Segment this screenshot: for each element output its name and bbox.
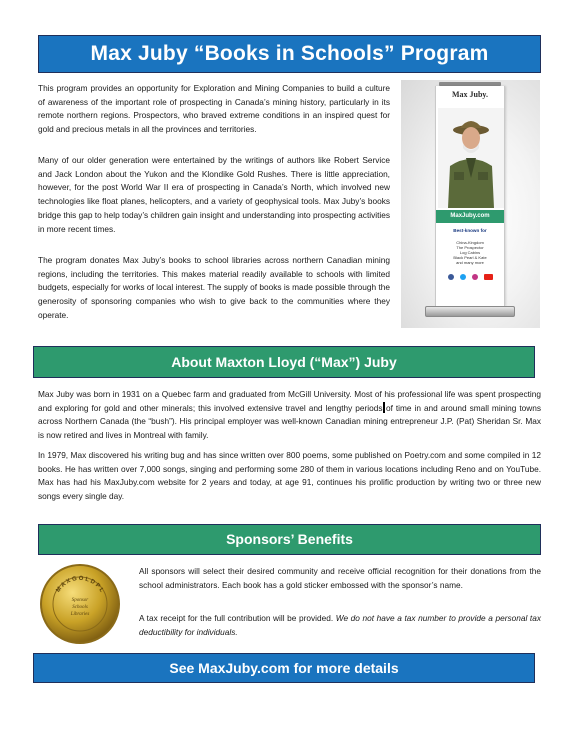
seal-line-1: Sponsor [71,598,89,603]
author-portrait-image [438,108,504,208]
social-icons [436,274,504,280]
bio-paragraph-1 [38,388,541,443]
seal-line-2: Schools [72,605,88,610]
page-title: Max Juby “Books in Schools” Program [38,35,541,73]
roll-up-banner [435,86,505,306]
gold-seal-icon [38,563,122,645]
tax-receipt-text: A tax receipt for the full contribution will be provided. [139,613,336,623]
bio-text-part-1: Max Juby was born in 1931 on a Quebec farm and graduated from McGill University. Most of his professional life was spent prospecting and exploring for gold and other minerals; this involved extensive travel and lengthy periods [38,389,541,413]
banner-best-known: Best-known for [453,228,487,233]
banner-book-list: China-Kingdom The Prospector Log Cabins Black Pearl & Kate and many more [453,240,487,265]
banner-website: MaxJuby.com [436,210,504,223]
stand-base [425,306,515,317]
seal-top-text: M A X G O L D P L [55,575,105,594]
youtube-icon [484,274,493,280]
banner-logo: Max Juby. [451,90,488,99]
intro-paragraph-1: This program provides an opportunity for Exploration and Mining Companies to build a culture of awareness of the important role of prospecting in Canada’s mining history, particularly in its remote northern regions. Prospectors, who braved extreme conditions in an inspired quest for gold and precious metals in all the provinces and territories. [38,83,390,135]
tax-disclaimer-text: We do not have a tax number to provide a personal tax deductibility for individuals. [139,613,541,637]
website-link-banner[interactable]: See MaxJuby.com for more details [33,653,535,683]
sponsor-benefit-paragraph-2 [139,612,541,639]
intro-paragraph-2: Many of our older generation were entertained by the writings of authors like Robert Service and Jack London about the Yukon and the Klondike Gold Rushes. There is little appreciation, however, for the post World War II era of prospecting in Canada’s North, which involved new technologies like float planes, helicopters, and a variety of geophysical tools. Max Juby’s books bridge this gap to help today’s children gain insight and understanding into prospecting activities in more recent times. [38,155,390,234]
intro-paragraph-3: The program donates Max Juby’s books to school libraries across northern Canadian mining regions, including the territories. This makes material readily available to schools with limited budgets, especially for works of local interest. The supply of books is made possible through the generosity of sponsoring companies who wish to give back to the communities where they operate. [38,255,390,320]
sponsors-heading: Sponsors’ Benefits [38,524,541,555]
seal-line-3: Libraries [70,612,90,617]
bio-text-part-2: of time in and around small mining towns across Northern Canada (the “bush”). His principal employer was well-known Canadian mining entrepreneur J.P. (Pat) Sheridan Sr. Max is now retired and lives in Montreal with family. [38,402,541,441]
bio-paragraph-2: In 1979, Max discovered his writing bug and has since written over 800 poems, some published on Poetry.com and some compiled in 12 books. He has written over 7,000 songs, singing and performing some 280 of them in various locations including Reno and on YouTube. Max has had his MaxJuby.com website for 2 years and today, at age 91, continues his prolific production by writing two or three new songs every single day. [38,450,541,502]
twitter-icon [460,274,466,280]
text-cursor [383,402,385,413]
about-heading: About Maxton Lloyd (“Max”) Juby [33,346,535,378]
banner-stand-photo [401,80,540,328]
facebook-icon [448,274,454,280]
instagram-icon [472,274,478,280]
sponsor-benefit-paragraph-1: All sponsors will select their desired community and receive official recognition for their donations from the school administrators. Each book has a gold sticker embossed with the sponsor’s name. [139,566,541,590]
